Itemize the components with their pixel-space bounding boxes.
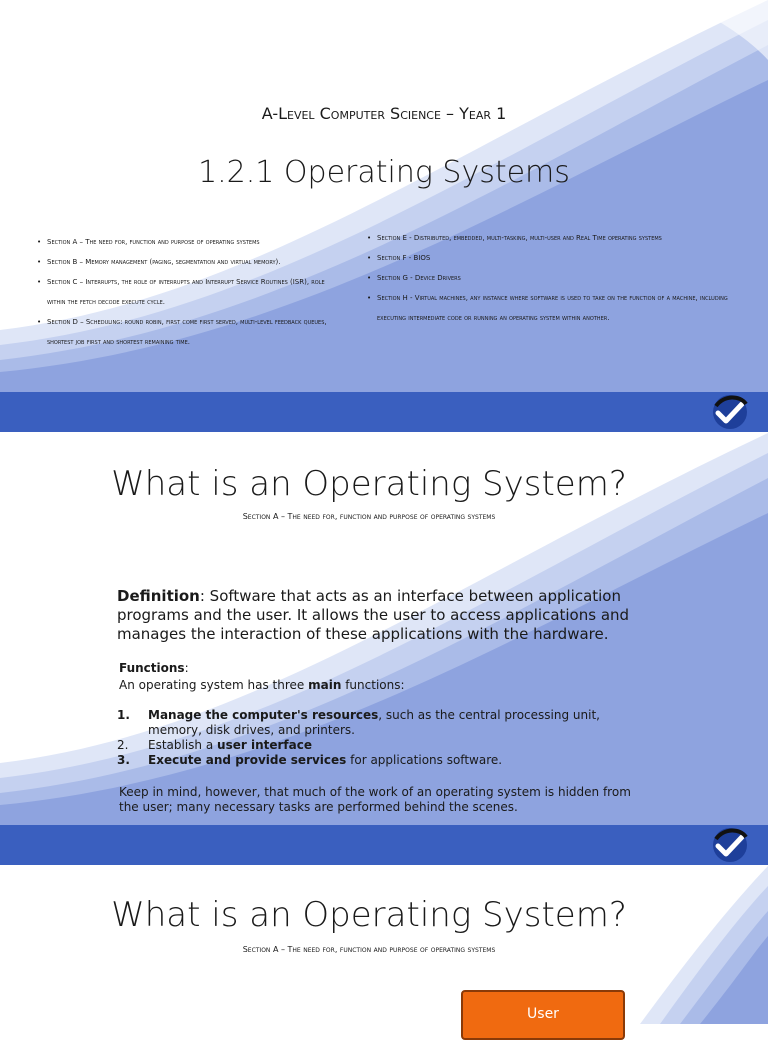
- footer-band: [0, 392, 768, 432]
- definition-text: : Software that acts as an interface between application programs and the user. It allows the user to access applications and manages the interaction of these applications with the hardware.: [117, 587, 630, 643]
- item-text: Establish a: [148, 738, 218, 752]
- definition-label: Definition: [117, 587, 200, 605]
- list-item: • Section B – Memory management (paging, segmentation and virtual memory).: [37, 252, 337, 272]
- slide-title: 1.2.1 Operating Systems: [198, 155, 570, 190]
- list-item: • Section H - Virtual machines, any instance where software is used to take on the function of a machine, including executing intermediate code or running an operating system within another.: [367, 288, 737, 328]
- item-bold: Manage the computer's resources: [148, 708, 379, 722]
- intro-bold: main: [308, 678, 342, 692]
- right-section-list: [367, 228, 737, 328]
- list-item: • Section G - Device Drivers: [367, 268, 737, 288]
- item-bold: Execute and provide services: [148, 753, 347, 767]
- user-box: User: [461, 990, 625, 1040]
- intro-text: An operating system has three: [119, 678, 309, 692]
- slide-1: [0, 0, 768, 432]
- slide-title: What is an Operating System?: [111, 895, 627, 935]
- course-heading: A-Level Computer Science – Year 1: [261, 104, 507, 123]
- list-item: [117, 738, 637, 753]
- list-item: • Section C – Interrupts, the role of interrupts and Interrupt Service Routines (ISR), role within the fetch decode execute cycle.: [37, 272, 337, 312]
- functions-colon: :: [184, 661, 189, 675]
- note-paragraph: Keep in mind, however, that much of the work of an operating system is hidden from the user; many necessary tasks are performed behind the scenes.: [119, 785, 631, 814]
- list-item: • Section F - BIOS: [367, 248, 737, 268]
- slide-background-swoosh: [0, 0, 768, 432]
- functions-label: Functions: [119, 661, 185, 675]
- left-section-list: [37, 232, 337, 352]
- item-number: 3.: [117, 753, 130, 767]
- functions-intro: [119, 678, 405, 692]
- section-subtitle: Section A – The need for, function and purpose of operating systems: [242, 512, 496, 521]
- list-item: [117, 708, 637, 738]
- checkmark-logo-icon: [710, 392, 750, 432]
- checkmark-logo-icon: [710, 825, 750, 865]
- slide-title: What is an Operating System?: [111, 464, 627, 504]
- footer-band: [0, 825, 768, 865]
- list-item: • Section A – The need for, function and purpose of operating systems: [37, 232, 337, 252]
- section-subtitle: Section A – The need for, function and purpose of operating systems: [242, 945, 496, 954]
- intro-text-end: functions:: [341, 678, 405, 692]
- definition-paragraph: [117, 587, 637, 644]
- item-number: 1.: [117, 708, 130, 722]
- functions-list: [117, 708, 637, 768]
- item-bold: user interface: [217, 738, 312, 752]
- item-text: for applications software.: [346, 753, 503, 767]
- list-item: • Section E - Distributed, embedded, multi-tasking, multi-user and Real Time operating systems: [367, 228, 737, 248]
- functions-heading: [119, 661, 189, 675]
- item-text: , such as the central processing unit, memory, disk drives, and printers.: [148, 708, 600, 737]
- list-item: • Section D – Scheduling: round robin, first come first served, multi-level feedback queues, shortest job first and shortest remaining time.: [37, 312, 337, 352]
- item-number: 2.: [117, 738, 129, 752]
- list-item: [117, 753, 637, 768]
